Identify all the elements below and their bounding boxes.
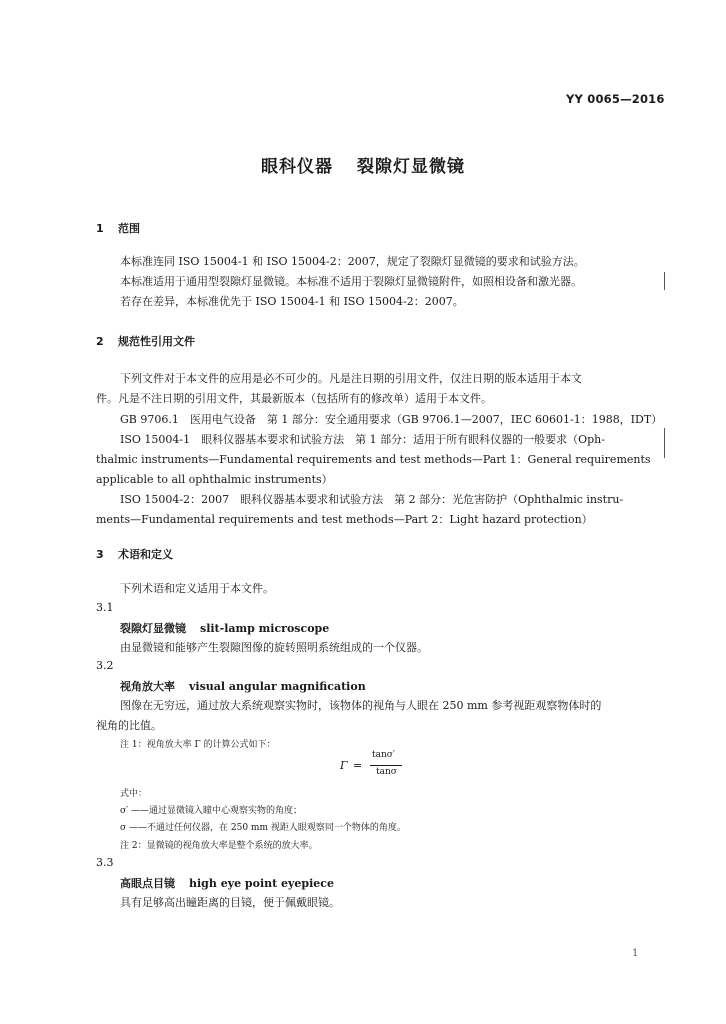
reference-gb9706: GB 9706.1 医用电气设备 第 1 部分：安全通用要求（GB 9706.1—2007，IEC 60601-1：1988，IDT） — [120, 413, 663, 426]
term-3-2-zh: 视角放大率 — [120, 680, 175, 693]
term-3-3 — [120, 875, 334, 891]
clause-3-3-number: 3.3 — [96, 856, 114, 869]
formula-variable-1: σ′ ——通过显微镜入瞳中心观察实物的角度； — [120, 806, 303, 816]
term-3-2-definition-line-1: 图像在无穷远，通过放大系统观察实物时，该物体的视角与人眼在 250 mm 参考视距观察物体时的 — [120, 699, 602, 712]
section-1-number: 1 — [96, 222, 104, 235]
magnification-formula — [340, 750, 420, 780]
reference-iso15004-2-line-2: ments—Fundamental requirements and test methods—Part 2：Light hazard protection） — [96, 513, 593, 526]
term-3-1-zh: 裂隙灯显微镜 — [120, 622, 186, 635]
change-bar — [664, 428, 665, 458]
section-1-title: 范围 — [118, 222, 140, 235]
term-3-1 — [120, 620, 329, 636]
page-number: 1 — [632, 948, 639, 959]
term-3-1-definition: 由显微镜和能够产生裂隙图像的旋转照明系统组成的一个仪器。 — [120, 641, 428, 654]
reference-iso15004-2-line-1: ISO 15004-2：2007 眼科仪器基本要求和试验方法 第 2 部分：光危害防护（Ophthalmic instru- — [120, 493, 624, 506]
standard-number: YY 0065—2016 — [566, 92, 665, 106]
term-3-3-definition: 具有足够高出瞳距离的目镜，便于佩戴眼镜。 — [120, 896, 340, 909]
section-3-intro: 下列术语和定义适用于本文件。 — [120, 582, 274, 595]
section-3-number: 3 — [96, 548, 104, 561]
formula-variable-2: σ ——不通过任何仪器，在 250 mm 视距人眼观察同一个物体的角度。 — [120, 823, 406, 833]
reference-iso15004-1-line-1: ISO 15004-1 眼科仪器基本要求和试验方法 第 1 部分：适用于所有眼科仪器的一般要求（Oph- — [120, 433, 605, 446]
section-2-paragraph-line-2: 件。凡是不注日期的引用文件，其最新版本（包括所有的修改单）适用于本文件。 — [96, 392, 492, 405]
term-3-1-en: slit-lamp microscope — [200, 622, 330, 635]
section-1-heading — [96, 220, 140, 236]
section-2-paragraph-line-1: 下列文件对于本文件的应用是必不可少的。凡是注日期的引用文件，仅注日期的版本适用于本文 — [120, 372, 582, 385]
section-3-heading — [96, 546, 173, 562]
reference-iso15004-1-line-2: thalmic instruments—Fundamental requirements and test methods—Part 1：General requirements — [96, 453, 651, 466]
fraction-bar — [370, 765, 402, 766]
reference-iso15004-1-line-3: applicable to all ophthalmic instruments） — [96, 473, 333, 486]
term-3-3-en: high eye point eyepiece — [189, 877, 334, 890]
clause-3-2-number: 3.2 — [96, 659, 114, 672]
section-1-paragraph-2: 本标准适用于通用型裂隙灯显微镜。本标准不适用于裂隙灯显微镜附件，如照相设备和激光器。 — [120, 275, 582, 288]
term-3-2-en: visual angular magnification — [189, 680, 366, 693]
section-2-title: 规范性引用文件 — [118, 335, 195, 348]
change-bar — [664, 272, 665, 290]
section-2-number: 2 — [96, 335, 104, 348]
title-part1: 眼科仪器 — [261, 157, 333, 177]
term-3-2 — [120, 678, 366, 694]
document-title — [0, 152, 726, 177]
term-3-2-definition-line-2: 视角的比值。 — [96, 719, 162, 732]
section-1-paragraph-3: 若存在差异，本标准优先于 ISO 15004-1 和 ISO 15004-2：2007。 — [120, 295, 464, 308]
clause-3-1-number: 3.1 — [96, 601, 114, 614]
term-3-3-zh: 高眼点目镜 — [120, 877, 175, 890]
title-part2: 裂隙灯显微镜 — [357, 157, 465, 177]
formula-lhs: Γ — [340, 759, 348, 772]
formula-denominator: tanσ — [376, 767, 397, 777]
section-1-paragraph-1: 本标准连同 ISO 15004-1 和 ISO 15004-2：2007，规定了裂隙灯显微镜的要求和试验方法。 — [120, 255, 585, 268]
formula-where: 式中： — [120, 789, 148, 799]
note-1: 注 1：视角放大率 Γ 的计算公式如下： — [120, 740, 276, 750]
formula-numerator: tanσ′ — [372, 750, 395, 760]
formula-equals: = — [353, 759, 363, 772]
section-3-title: 术语和定义 — [118, 548, 173, 561]
section-2-heading — [96, 333, 195, 349]
note-2: 注 2：显微镜的视角放大率是整个系统的放大率。 — [120, 841, 318, 851]
